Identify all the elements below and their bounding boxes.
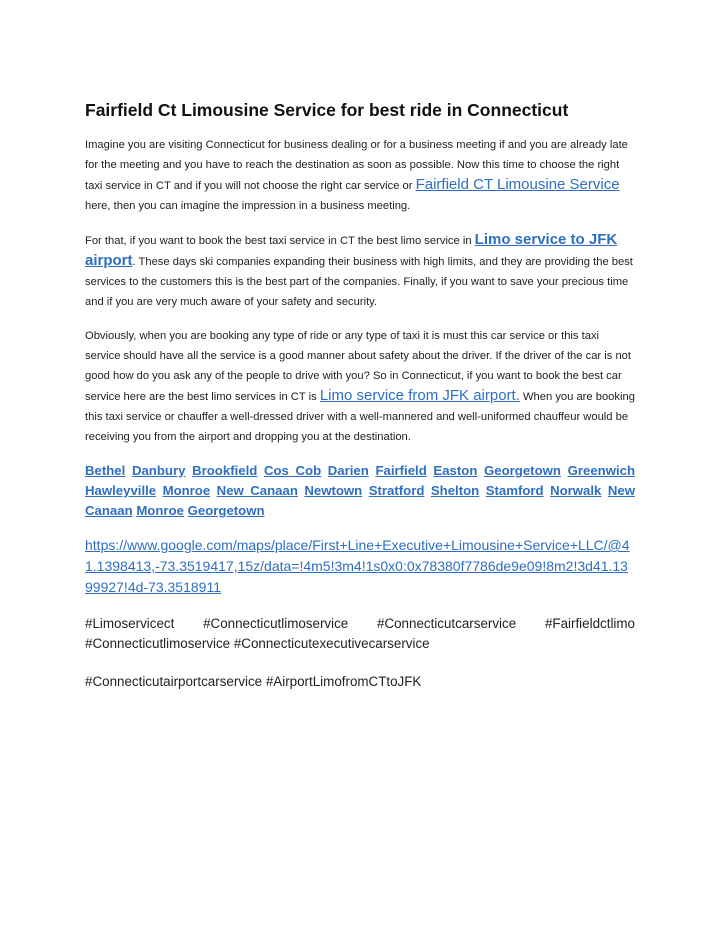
page-title: Fairfield Ct Limousine Service for best ride in Connecticut [85, 100, 569, 120]
hashtags-line-1: #Limoservicect #Connecticutlimoservice #Connecticutcarservice #Fairfieldctlimo #Connecticutlimoservice #Connecticutexecutivecarservice [85, 616, 635, 651]
town-links [85, 461, 635, 521]
town-link-stamford[interactable]: Stamford [485, 483, 544, 498]
town-link-cos-cob[interactable]: Cos Cob [263, 463, 322, 478]
town-link-new-canaan-2[interactable]: New Canaan [85, 483, 635, 518]
town-link-greenwich[interactable]: Greenwich [567, 463, 636, 478]
town-link-monroe-2[interactable]: Monroe [136, 503, 184, 518]
town-link-darien[interactable]: Darien [327, 463, 369, 478]
limo-from-jfk-link[interactable]: Limo service from JFK airport. [319, 387, 520, 404]
limo-to-jfk-link[interactable]: Limo service to JFK airport [85, 231, 618, 269]
fairfield-ct-limousine-link[interactable]: Fairfield CT Limousine Service [415, 176, 620, 193]
town-link-georgetown-2[interactable]: Georgetown [187, 503, 265, 518]
google-maps-link[interactable]: https://www.google.com/maps/place/First+Line+Executive+Limousine+Service+LLC/@41.1398413,-73.3519417,15z/data=!4m5!3m4!1s0x0:0x78380f7786de9e09!8m2!3d41.1399927!4d-73.3518911 [85, 537, 630, 595]
hashtags-line-2: #Connecticutairportcarservice #AirportLimofromCTtoJFK [85, 674, 422, 689]
paragraph-intro [85, 135, 635, 216]
town-link-new-canaan[interactable]: New Canaan [216, 483, 298, 498]
town-link-stratford[interactable]: Stratford [368, 483, 425, 498]
paragraph-intro-text-start: Imagine you are visiting Connecticut for business dealing or for a business meeting if and you are already late for the meeting and you have to reach the destination as soon as possible. Now this time to choose the right taxi service in CT and if you will not choose the right car service or [85, 139, 628, 192]
paragraph-jfk-text-start: For that, if you want to book the best taxi service in CT the best limo service in [85, 235, 475, 247]
document-content [85, 100, 635, 710]
town-link-shelton[interactable]: Shelton [430, 483, 480, 498]
town-link-easton[interactable]: Easton [433, 463, 478, 478]
town-link-hawleyville[interactable]: Hawleyville [85, 483, 157, 498]
paragraph-jfk-text-end: . These days ski companies expanding their business with high limits, and they are providing the best services to the customers this is the best part of the companies. Finally, if you want to save your precious time and if you are very much aware of your safety and security. [85, 256, 633, 308]
town-link-georgetown[interactable]: Georgetown [484, 463, 561, 478]
paragraph-safety-text-end: When you are booking this taxi service or chauffer a well-dressed driver with a well-mannered and well-uniformed chauffeur would be receiving you from the airport and dropping you at the destination. [85, 391, 635, 443]
town-link-newtown[interactable]: Newtown [304, 483, 363, 498]
town-link-brookfield[interactable]: Brookfield [192, 463, 258, 478]
paragraph-intro-text-end: here, then you can imagine the impression in a business meeting. [85, 200, 411, 212]
town-link-monroe[interactable]: Monroe [162, 483, 211, 498]
town-link-fairfield[interactable]: Fairfield [375, 463, 427, 478]
paragraph-safety [85, 326, 635, 447]
town-link-danbury[interactable]: Danbury [131, 463, 186, 478]
paragraph-safety-text-start: Obviously, when you are booking any type of ride or any type of taxi it is must this car service or this taxi service should have all the service is a good manner about safety about the driver. If the driver of the car is not good how do you ask any of the people to drive with you? So in Connecticut, if you want to book the best car service here are the best limo services in CT is [85, 330, 632, 403]
paragraph-jfk [85, 230, 635, 312]
town-link-bethel[interactable]: Bethel [85, 463, 126, 478]
town-link-norwalk[interactable]: Norwalk [550, 483, 602, 498]
